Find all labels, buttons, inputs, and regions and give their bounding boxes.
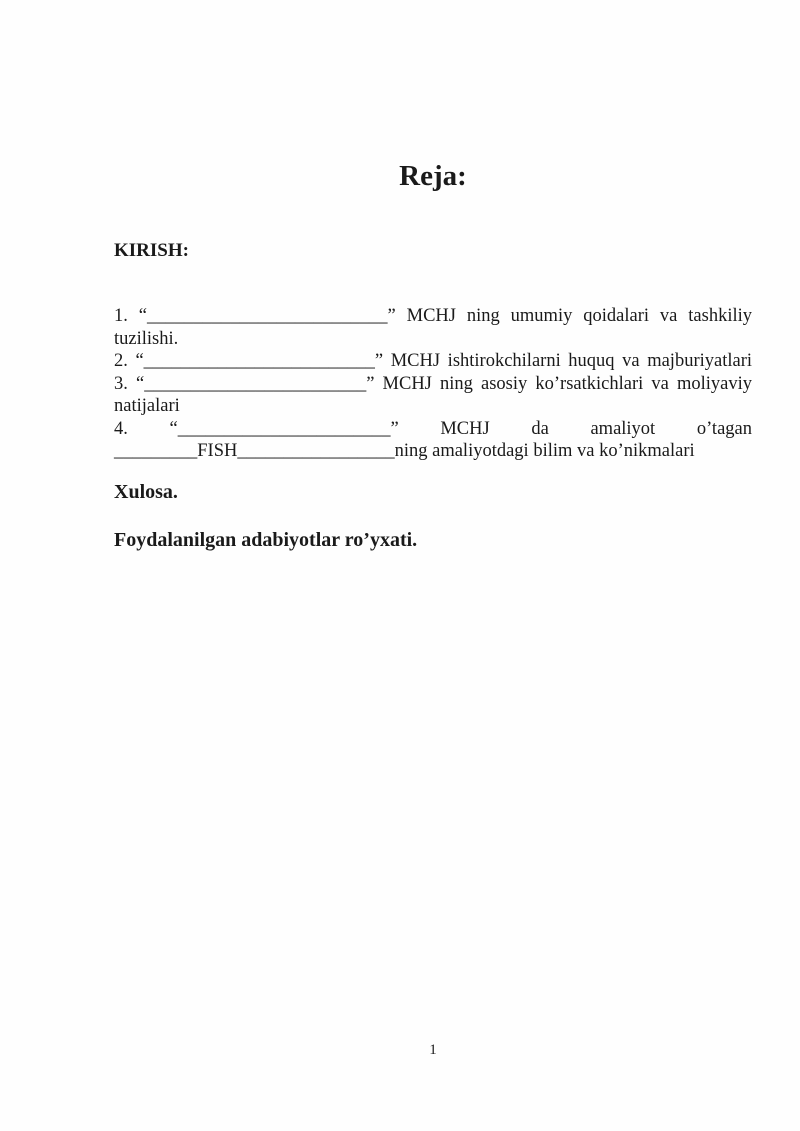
plan-line-7: _________FISH_________________ning amaliyotdagi bilim va ko’nikmalari bbox=[114, 441, 695, 461]
section-heading-xulosa: Xulosa. bbox=[114, 481, 178, 503]
page-content bbox=[114, 0, 752, 1131]
plan-list bbox=[114, 305, 752, 463]
section-heading-kirish: KIRISH: bbox=[114, 240, 189, 261]
page-number: 1 bbox=[429, 1042, 437, 1058]
plan-line-6: 4. “_______________________” MCHJ da amaliyot o’tagan bbox=[114, 418, 752, 439]
document-title: Reja: bbox=[399, 160, 467, 192]
plan-line-2: tuzilishi. bbox=[114, 328, 179, 349]
plan-line-3: 2. “_________________________” MCHJ ishtirokchilarni huquq va majburiyatlari bbox=[114, 351, 752, 371]
plan-line-5: natijalari bbox=[114, 396, 180, 416]
plan-line-1: 1. “__________________________” MCHJ ning umumiy qoidalari va tashkiliy bbox=[114, 306, 752, 326]
plan-line-4: 3. “________________________” MCHJ ning asosiy ko’rsatkichlari va moliyaviy bbox=[114, 373, 752, 394]
section-heading-references: Foydalanilgan adabiyotlar ro’yxati. bbox=[114, 529, 418, 551]
